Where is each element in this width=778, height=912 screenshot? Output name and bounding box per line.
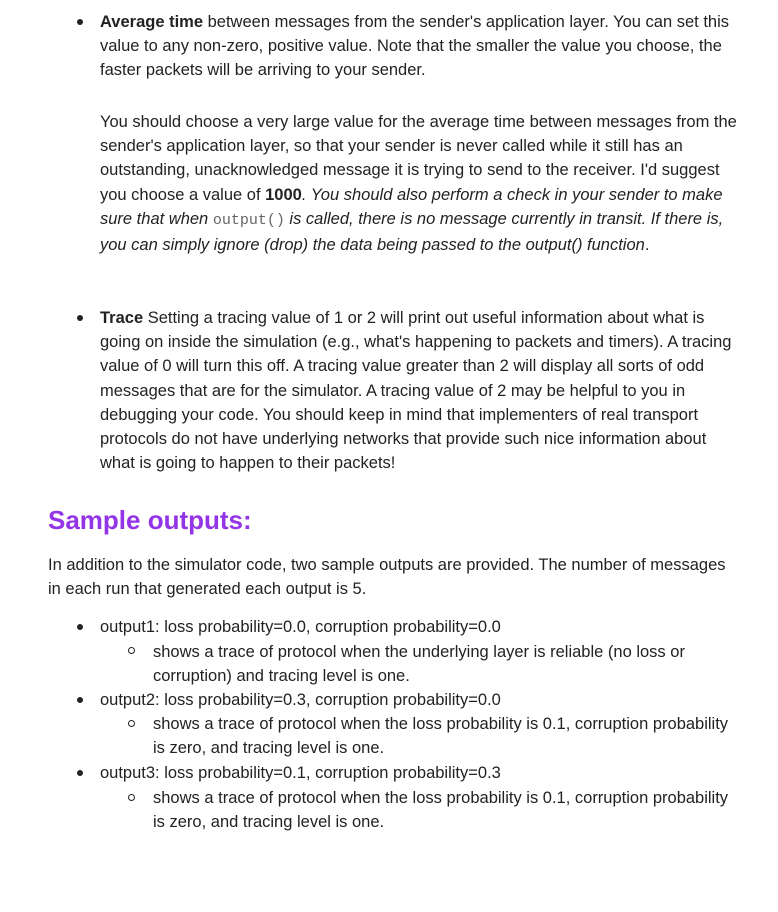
average-time-item: [100, 10, 740, 83]
sub-bullet-output3: [128, 794, 135, 801]
bullet-output3: [77, 770, 83, 776]
advice-code: output(): [212, 211, 285, 229]
sub-bullet-output1: [128, 647, 135, 654]
sample-outputs-intro: In addition to the simulator code, two sample outputs are provided. The number of messages in each run that generated each output is 5.: [48, 556, 726, 599]
output3-detail: shows a trace of protocol when the loss probability is 0.1, corruption probability is zero, and tracing level is one.: [153, 789, 729, 832]
advice-value: 1000: [265, 185, 302, 204]
bullet-output2: [77, 697, 83, 703]
advice-text-a: You should choose a very large value for the average time between messages from the sender's application layer, so that your sender is never called while it still has an outstanding, unacknowledged message it is trying to send to the receiver. I'd suggest you choose a value of: [100, 113, 737, 204]
trace-item: [100, 306, 740, 475]
sub-bullet-output2: [128, 720, 135, 727]
average-time-label: Average time: [100, 13, 204, 31]
advice-text-b: . You should also perform a check in your sender to make sure that when: [100, 185, 723, 228]
bullet-output1: [77, 624, 83, 630]
output2-label: output2: loss probability=0.3, corruption probability=0.0: [100, 691, 501, 709]
trace-text: Setting a tracing value of 1 or 2 will print out useful information about what is going on inside the simulation (e.g., what's happening to packets and timers). A tracing value of 0 will turn this off. A tracing value greater than 2 will display all sorts of odd messages that are for the simulator. A tracing value of 2 may be helpful to you in debugging your code. You should keep in mind that implementers of real transport protocols do not have underlying networks that provide such nice information about what is going to happen to their packets!: [100, 309, 732, 473]
average-time-advice: [100, 110, 740, 257]
output3-label: output3: loss probability=0.1, corruption probability=0.3: [100, 764, 501, 782]
output1-label: output1: loss probability=0.0, corruption probability=0.0: [100, 618, 501, 636]
trace-paragraph: [100, 306, 740, 475]
trace-label: Trace: [100, 309, 144, 327]
bullet-trace: [77, 315, 83, 321]
average-time-text: between messages from the sender's application layer. You can set this value to any non-zero, positive value. Note that the smaller the value you choose, the faster packets will be arriving to your sender.: [100, 13, 729, 80]
output2-detail: shows a trace of protocol when the loss probability is 0.1, corruption probability is zero, and tracing level is one.: [153, 715, 729, 758]
advice-text-c: is called, there is no message currently in transit. If there is, you can simply ignore (drop) the data being passed to the output() function: [100, 209, 724, 255]
sample-outputs-heading: Sample outputs:: [48, 505, 252, 535]
average-time-paragraph: [100, 10, 740, 83]
output1-detail: shows a trace of protocol when the underlying layer is reliable (no loss or corruption) and tracing level is one.: [153, 643, 685, 686]
average-time-advice-paragraph: [100, 110, 740, 257]
advice-end: .: [644, 236, 650, 255]
bullet-average-time: [77, 19, 83, 25]
